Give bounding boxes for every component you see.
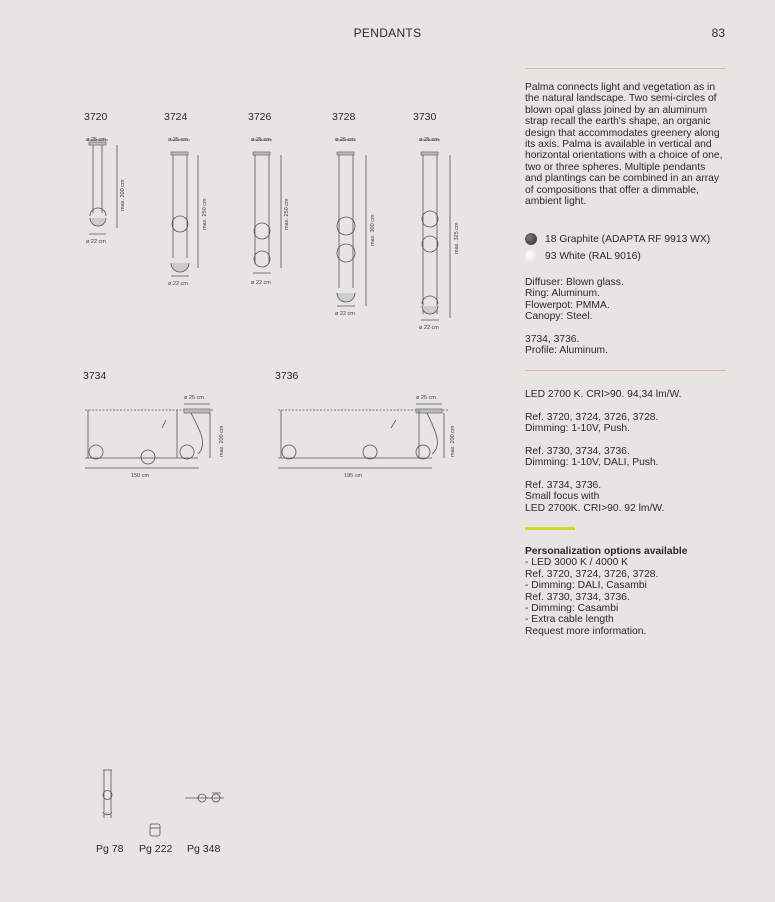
bottom-diameter-3724: ø 22 cm: [168, 281, 188, 287]
pendant-drawing-3728: [336, 140, 366, 306]
bottom-diameter-3730: ø 22 cm: [419, 325, 439, 331]
materials-list: Diffuser: Blown glass. Ring: Aluminum. Flowerpot: PMMA. Canopy: Steel.: [525, 277, 624, 323]
white-swatch-icon: [525, 250, 537, 262]
section-title: PENDANTS: [353, 26, 422, 40]
page-number: 83: [711, 26, 725, 40]
spec-small-focus: Ref. 3734, 3736. Small focus with LED 2700K. CRI>90. 92 lm/W.: [525, 480, 665, 514]
pendant-drawing-3720: [87, 140, 117, 234]
thumbnail-table-lamp: [150, 824, 160, 836]
top-diameter-3724: ø 25 cm: [168, 137, 188, 143]
canopy-diameter-3736: ø 25 cm: [416, 395, 436, 401]
spec-led: LED 2700 K. CRI>90. 94,34 lm/W.: [525, 389, 682, 400]
height-3728: max. 300 cm: [370, 214, 376, 246]
height-3734: max. 200 cm: [219, 425, 225, 457]
vertical-pendant-drawings: [70, 128, 470, 338]
bottom-diameter-3728: ø 22 cm: [335, 311, 355, 317]
model-label-3730: 3730: [413, 111, 437, 123]
canopy-diameter-3734: ø 25 cm: [184, 395, 204, 401]
graphite-swatch-icon: [525, 233, 537, 245]
model-label-3734: 3734: [83, 370, 107, 382]
product-description: Palma connects light and vegetation as in the natural landscape. Two semi-circles of blown opal glass joined by an aluminum strap recall the earth's shape, an organic design that accommodates greenery along its axis. Palma is available in vertical and horizontal orientations with a choice of one, two or three spheres. Multiple pendants and plantings can be combined in an array of compositions that offer a dimmable, ambient light.: [525, 82, 723, 208]
height-3736: max. 200 cm: [450, 425, 456, 457]
finish-graphite-label: 18 Graphite (ADAPTA RF 9913 WX): [545, 233, 711, 245]
top-diameter-3730: ø 25 cm: [419, 137, 439, 143]
height-3726: max. 250 cm: [284, 198, 290, 230]
pendant-drawing-3730: [420, 140, 450, 320]
divider-middle: [525, 370, 726, 371]
spec-dimming-a: Ref. 3720, 3724, 3726, 3728. Dimming: 1-10V, Push.: [525, 412, 659, 435]
height-3720: max. 200 cm: [120, 179, 126, 211]
bottom-diameter-3726: ø 22 cm: [251, 280, 271, 286]
model-label-3736: 3736: [275, 370, 299, 382]
cross-ref-pg222[interactable]: Pg 222: [139, 843, 173, 855]
width-3736: 195 cm: [344, 473, 363, 479]
personalization-heading: Personalization options available: [525, 546, 688, 557]
horizontal-pendant-drawings: [80, 390, 470, 485]
pendant-drawing-3724: [170, 140, 198, 276]
height-3724: max. 250 cm: [202, 198, 208, 230]
finish-graphite: [525, 233, 710, 245]
pendant-drawing-3726: [252, 140, 281, 273]
finish-white-label: 93 White (RAL 9016): [545, 250, 641, 262]
bottom-diameter-3720: ø 22 cm: [86, 239, 106, 245]
finish-white: [525, 250, 641, 262]
accent-rule: [525, 527, 575, 530]
top-diameter-3726: ø 25 cm: [251, 137, 271, 143]
thumbnail-vertical-pendant: [103, 770, 112, 818]
personalization-options: Personalization options available - LED 3000 K / 4000 K Ref. 3720, 3724, 3726, 3728. - Dimming: DALI, Casambi Ref. 3730, 3734, 3736. - Dimming: Casambi - Extra cable length Request more information.: [525, 546, 730, 637]
divider-top: [525, 68, 726, 69]
model-label-3720: 3720: [84, 111, 108, 123]
cross-ref-pg78[interactable]: Pg 78: [96, 843, 124, 855]
pendant-drawing-3736: [278, 404, 448, 468]
cross-ref-thumbnails: [90, 768, 240, 840]
profile-note: 3734, 3736. Profile: Aluminum.: [525, 334, 608, 357]
height-3730: max. 325 cm: [454, 222, 460, 254]
model-label-3728: 3728: [332, 111, 356, 123]
cross-ref-pg348[interactable]: Pg 348: [187, 843, 221, 855]
top-diameter-3728: ø 25 cm: [335, 137, 355, 143]
pendant-drawing-3734: [85, 404, 214, 468]
top-diameter-3720: ø 25 cm: [86, 137, 106, 143]
width-3734: 150 cm: [131, 473, 150, 479]
spec-dimming-b: Ref. 3730, 3734, 3736. Dimming: 1-10V, DALI, Push.: [525, 446, 659, 469]
model-label-3724: 3724: [164, 111, 188, 123]
thumbnail-wall-lamp: [185, 793, 224, 802]
model-label-3726: 3726: [248, 111, 272, 123]
